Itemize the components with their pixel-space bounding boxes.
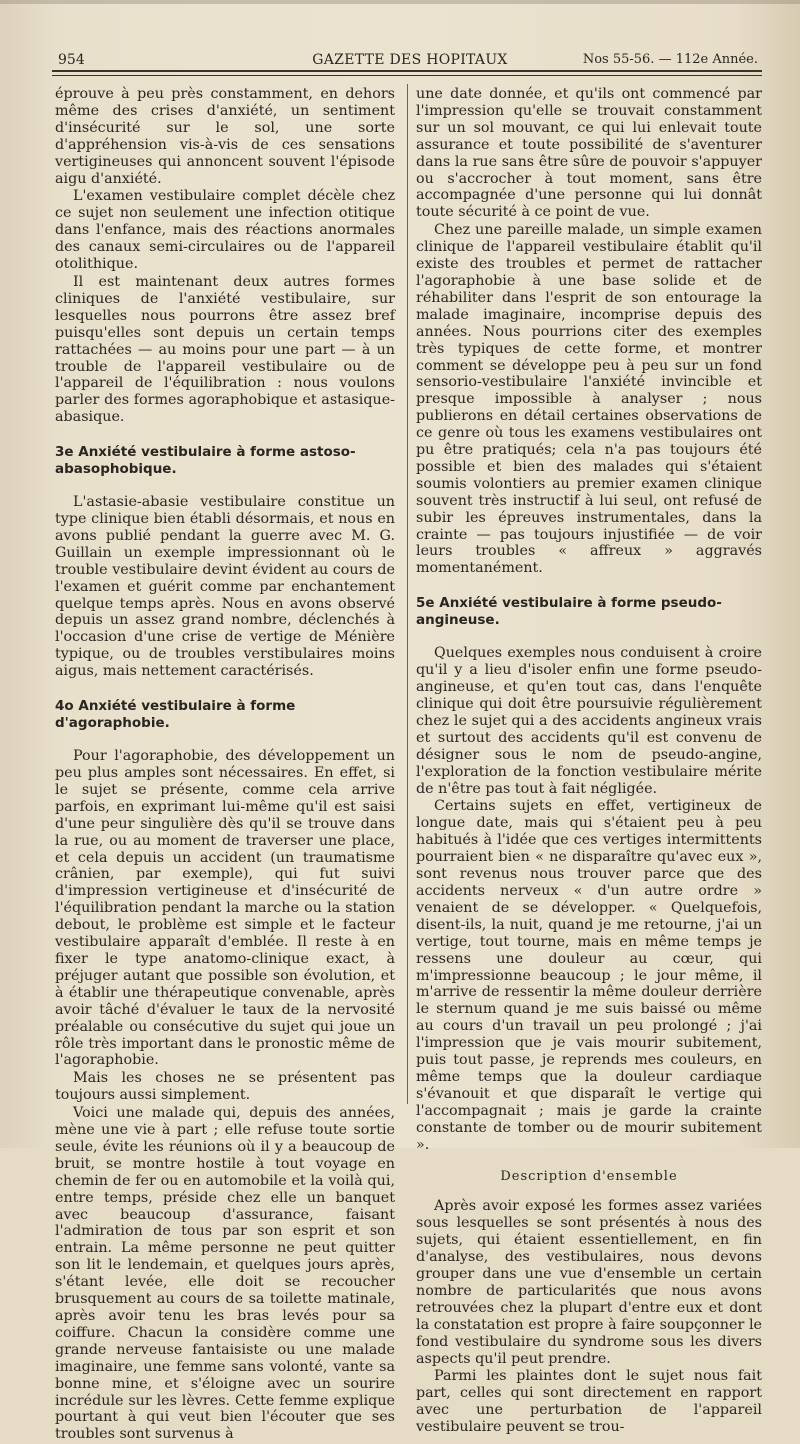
header-rule-thick — [52, 70, 762, 72]
paragraph: Après avoir exposé les formes assez variées sous lesquelles se sont présentés à nous des sujets, qui étaient essentiellement, en fin d'analyse, des vestibulaires, nous devons grouper dans une vue d'ensemble un certain nombre de particularités que nous avons retrouvées chez la plupart d'entre eux et dont la constatation est propre à faire soupçonner le fond vestibulaire du syndrome sous les divers aspects qu'il peut prendre. — [416, 1198, 762, 1367]
section-heading: 4o Anxiété vestibulaire à forme d'agoraphobie. — [55, 698, 296, 732]
paragraph: L'astasie-abasie vestibulaire constitue un type clinique bien établi désormais, et nous en avons publié pendant la guerre avec M. G. Guillain un exemple impressionnant où le trouble vestibulaire devint évident au cours de l'examen et guérit comme par enchantement quelque temps après. Nous en avons observé depuis un assez grand nombre, déclenchés à l'occasion d'une crise de vertige de Ménière typique, ou de troubles verstibulaires moins aigus, mais nettement caractérisés. — [55, 494, 395, 680]
section-heading: 3e Anxiété vestibulaire à forme astoso-abasophobique. — [55, 444, 356, 478]
paragraph: L'examen vestibulaire complet décèle chez ce sujet non seulement une infection otitique dans l'enfance, mais des réactions anormales des canaux semi-circulaires ou de l'appareil otolithique. — [55, 188, 395, 273]
right-column — [416, 86, 762, 1437]
paragraph: Pour l'agoraphobie, des développement un peu plus amples sont nécessaires. En effet, si le sujet se présente, comme cela arrive parfois, en exprimant lui-même qu'il est saisi d'une peur singulière dès qu'il se trouve dans la rue, ou au moment de traverser une place, et cela depuis un accident (un traumatisme crânien, par exemple), qui fut suivi d'impression vertigineuse et d'insécurité de l'équilibration pendant la marche ou la station debout, le problème est simple et le facteur vestibulaire apparaît d'emblée. Il reste à en fixer le type anatomo-clinique exact, à préjuger autant que possible son évolution, et à établir une thérapeutique convenable, après avoir tâché d'évaluer le taux de la nervosité préalable ou consécutive du sujet qui joue un rôle très important dans le pronostic même de l'agoraphobie. — [55, 748, 395, 1069]
paragraph: Il est maintenant deux autres formes cliniques de l'anxiété vestibulaire, sur lesquelles nous pourrons être assez bref puisqu'elles sont depuis un certain temps rattachées — au moins pour une part — à un trouble de l'appareil vestibulaire ou de l'appareil de l'équilibration : nous voulons parler des formes agoraphobique et astasique-abasique. — [55, 273, 395, 426]
paragraph: Quelques exemples nous conduisent à croire qu'il y a lieu d'isoler enfin une forme pseudo-angineuse, et qu'en tout cas, dans l'enquête clinique qui doit être poursuivie régulièrement chez le sujet qui a des accidents angineux vrais et surtout des accidents qu'il est convenu de désigner sous le nom de pseudo-angine, l'exploration de la fonction vestibulaire mérite de n'être pas tout à fait négligée. — [416, 645, 762, 797]
paragraph: Voici une malade qui, depuis des années, mène une vie à part ; elle refuse toute sortie seule, évite les réunions où il y a beaucoup de bruit, se montre hostile à tout voyage en chemin de fer ou en automobile et la voilà qui, entre temps, préside chez elle un banquet avec beaucoup d'assurance, faisant l'admiration de tous par son esprit et son entrain. La même personne ne peut quitter son lit le lendemain, et quelques jours après, s'étant levée, elle doit se recoucher brusquement au cours de sa toilette matinale, après avoir tenu les bras levés pour sa coiffure. Chacun la considère comme une grande nerveuse fantaisiste ou une malade imaginaire, une femme sans volonté, vante sa bonne mine, et s'éloigne avec un sourire incrédule sur les lèvres. Cette femme explique pourtant à qui veut bien l'écouter que ses troubles sont survenus à — [55, 1105, 395, 1443]
journal-title: GAZETTE DES HOPITAUX — [312, 52, 508, 68]
paragraph: une date donnée, et qu'ils ont commencé par l'impression qu'elle se trouvait constamment sur un sol mouvant, ce qui lui enlevait toute assurance et toute possibilité de s'aventurer dans la rue sans être sûre de pouvoir s'appuyer ou s'accrocher à tout moment, sans être accompagnée d'une personne qui lui donnât toute sécurité à ce point de vue. — [416, 86, 762, 221]
left-column — [55, 86, 395, 1444]
page-header — [50, 48, 770, 68]
subsection-heading: Description d'ensemble — [500, 1169, 678, 1185]
paragraph: Mais les choses ne se présentent pas toujours aussi simplement. — [55, 1070, 395, 1104]
paragraph: Parmi les plaintes dont le sujet nous fait part, celles qui sont directement en rapport avec une perturbation de l'appareil vestibulaire peuvent se trou- — [416, 1368, 762, 1436]
paragraph: Chez une pareille malade, un simple examen clinique de l'appareil vestibulaire établit qu'il existe des troubles et permet de rattacher l'agoraphobie à une base solide et de réhabiliter dans l'esprit de son entourage la malade imaginaire, incomprise depuis des années. Nous pourrions citer des exemples très typiques de cette forme, et montrer comment se développe peu à peu sur un fond sensorio-vestibulaire l'anxiété invincible et presque impossible à analyser ; nous publierons en détail certaines observations de ce genre où tous les examens vestibulaires ont pu être pratiqués; cela n'a pas toujours été possible et bien des malades qui s'étaient soumis volontiers au premier examen clinique souvent très instructif à lui seul, ont refusé de subir les épreuves instrumentales, dans la crainte — pas toujours injustifiée — de voir leurs troubles « affreux » aggravés momentanément. — [416, 222, 762, 577]
page-number: 954 — [58, 52, 85, 68]
section-heading: 5e Anxiété vestibulaire à forme pseudo-angineuse. — [416, 595, 722, 629]
scan-edge — [0, 0, 800, 4]
header-rule-thin — [52, 75, 762, 76]
column-divider — [407, 84, 408, 1104]
paragraph: éprouve à peu près constamment, en dehors même des crises d'anxiété, un sentiment d'insécurité sur le sol, une sorte d'appréhension vis-à-vis de ces sensations vertigineuses qui annoncent souvent l'épisode aigu d'anxiété. — [55, 86, 395, 187]
issue-number: Nos 55-56. — 112e Année. — [582, 52, 758, 67]
paragraph: Certains sujets en effet, vertigineux de longue date, mais qui s'étaient peu à peu habitués à l'idée que ces vertiges intermittents pourraient bien « ne disparaître qu'avec eux », sont revenus nous trouver parce que des accidents nerveux « d'un autre ordre » venaient de se développer. « Quelquefois, disent-ils, la nuit, quand je me retourne, j'ai un vertige, tout tourne, mais en même temps je ressens une douleur au cœur, qui m'impressionne beaucoup ; le jour même, il m'arrive de ressentir la même douleur derrière le sternum quand je me suis baissé ou même au cours d'un travail un peu prolongé ; j'ai l'impression que je vais mourir subitement, puis tout passe, je reprends mes couleurs, en même temps que la douleur cardiaque s'évanouit et que disparaît le vertige qui l'accompagnait ; mais je garde la crainte constante de tomber ou de mourir subitement ». — [416, 798, 762, 1153]
